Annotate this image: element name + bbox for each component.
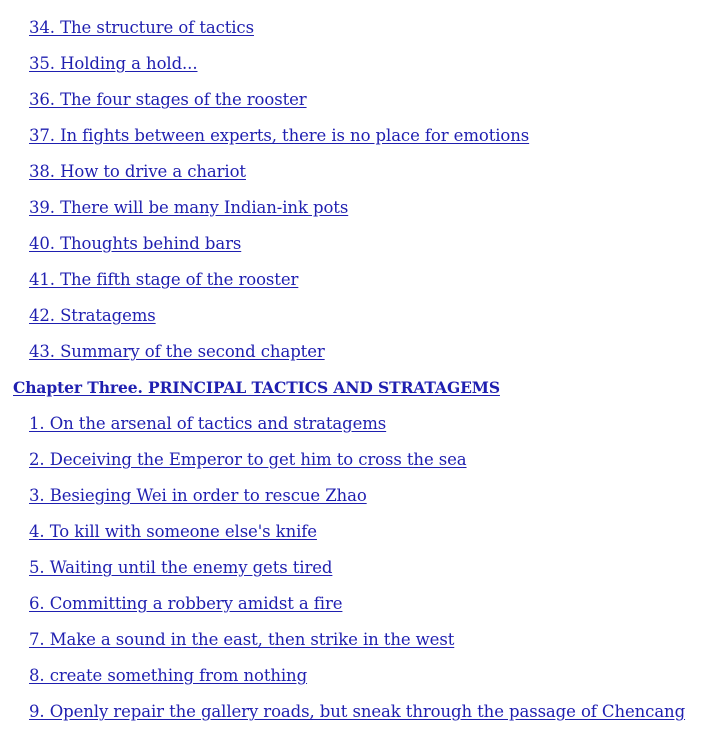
toc-chapter-three <box>0 370 710 406</box>
toc-link-34[interactable]: 34. The structure of tactics <box>29 18 254 37</box>
table-of-contents <box>0 10 710 730</box>
toc-item-ch3-2 <box>0 442 710 478</box>
toc-link-ch3-4[interactable]: 4. To kill with someone else's knife <box>29 522 317 541</box>
toc-item-ch3-9 <box>0 694 710 730</box>
toc-item-ch3-7 <box>0 622 710 658</box>
toc-link-36[interactable]: 36. The four stages of the rooster <box>29 90 307 109</box>
toc-link-ch3-5[interactable]: 5. Waiting until the enemy gets tired <box>29 558 333 577</box>
toc-item-ch3-3 <box>0 478 710 514</box>
toc-link-ch3-6[interactable]: 6. Committing a robbery amidst a fire <box>29 594 343 613</box>
toc-item-41 <box>0 262 710 298</box>
toc-link-ch3-7[interactable]: 7. Make a sound in the east, then strike in the west <box>29 630 455 649</box>
toc-item-40 <box>0 226 710 262</box>
toc-item-37 <box>0 118 710 154</box>
toc-item-42 <box>0 298 710 334</box>
chapter-three-link[interactable]: Chapter Three. PRINCIPAL TACTICS AND STRATAGEMS <box>13 378 500 397</box>
toc-link-39[interactable]: 39. There will be many Indian-ink pots <box>29 198 349 217</box>
toc-item-ch3-4 <box>0 514 710 550</box>
toc-item-ch3-6 <box>0 586 710 622</box>
toc-item-36 <box>0 82 710 118</box>
toc-link-37[interactable]: 37. In fights between experts, there is no place for emotions <box>29 126 530 145</box>
toc-link-43[interactable]: 43. Summary of the second chapter <box>29 342 325 361</box>
toc-link-38[interactable]: 38. How to drive a chariot <box>29 162 246 181</box>
toc-item-ch3-5 <box>0 550 710 586</box>
toc-link-ch3-9[interactable]: 9. Openly repair the gallery roads, but sneak through the passage of Chencang <box>29 702 686 721</box>
toc-link-40[interactable]: 40. Thoughts behind bars <box>29 234 242 253</box>
toc-link-ch3-3[interactable]: 3. Besieging Wei in order to rescue Zhao <box>29 486 367 505</box>
toc-link-35[interactable]: 35. Holding a hold... <box>29 54 198 73</box>
toc-item-ch3-8 <box>0 658 710 694</box>
toc-link-ch3-8[interactable]: 8. create something from nothing <box>29 666 308 685</box>
toc-item-34 <box>0 10 710 46</box>
toc-link-41[interactable]: 41. The fifth stage of the rooster <box>29 270 299 289</box>
toc-item-ch3-1 <box>0 406 710 442</box>
toc-item-38 <box>0 154 710 190</box>
toc-item-35 <box>0 46 710 82</box>
toc-link-ch3-2[interactable]: 2. Deceiving the Emperor to get him to cross the sea <box>29 450 467 469</box>
toc-link-42[interactable]: 42. Stratagems <box>29 306 156 325</box>
toc-item-43 <box>0 334 710 370</box>
toc-link-ch3-1[interactable]: 1. On the arsenal of tactics and stratagems <box>29 414 387 433</box>
toc-item-39 <box>0 190 710 226</box>
